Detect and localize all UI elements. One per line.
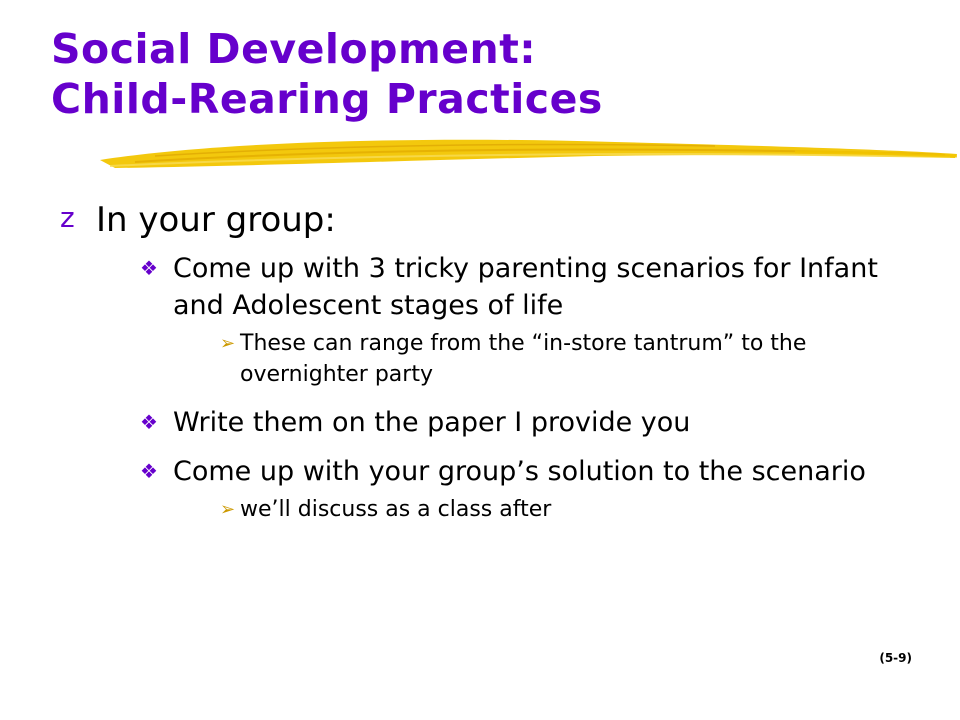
bullet-text: These can range from the “in-store tantrum” to the overnighter party: [240, 331, 807, 387]
title-line-2: Child-Rearing Practices: [51, 75, 603, 123]
brush-stroke-underline: [95, 132, 960, 180]
title-line-1: Social Development:: [51, 25, 537, 73]
bullet-item-level-2: [140, 453, 920, 490]
bullet-list: [60, 196, 920, 525]
bullet-item-level-3: [220, 328, 920, 390]
four-diamond-icon: ❖: [140, 459, 158, 483]
bullet-item-level-3: [220, 494, 920, 525]
four-diamond-icon: ❖: [140, 256, 158, 280]
bullet-item-level-1: [60, 196, 920, 244]
arrowhead-icon: ➢: [220, 333, 236, 354]
slide-title: [51, 24, 603, 124]
bullet-text: In your group:: [96, 200, 336, 240]
bullet-item-level-2: [140, 404, 920, 441]
arrowhead-icon: ➢: [220, 499, 236, 520]
bullet-text: Come up with 3 tricky parenting scenarios for Infant and Adolescent stages of life: [173, 253, 878, 321]
bullet-text: we’ll discuss as a class after: [240, 497, 552, 522]
bullet-item-level-2: [140, 250, 920, 324]
four-diamond-icon: ❖: [140, 410, 158, 434]
bullet-text: Write them on the paper I provide you: [173, 407, 691, 438]
bullet-text: Come up with your group’s solution to the scenario: [173, 456, 866, 487]
z-bullet-icon: z: [60, 201, 75, 234]
slide-number: (5-9): [879, 651, 912, 665]
